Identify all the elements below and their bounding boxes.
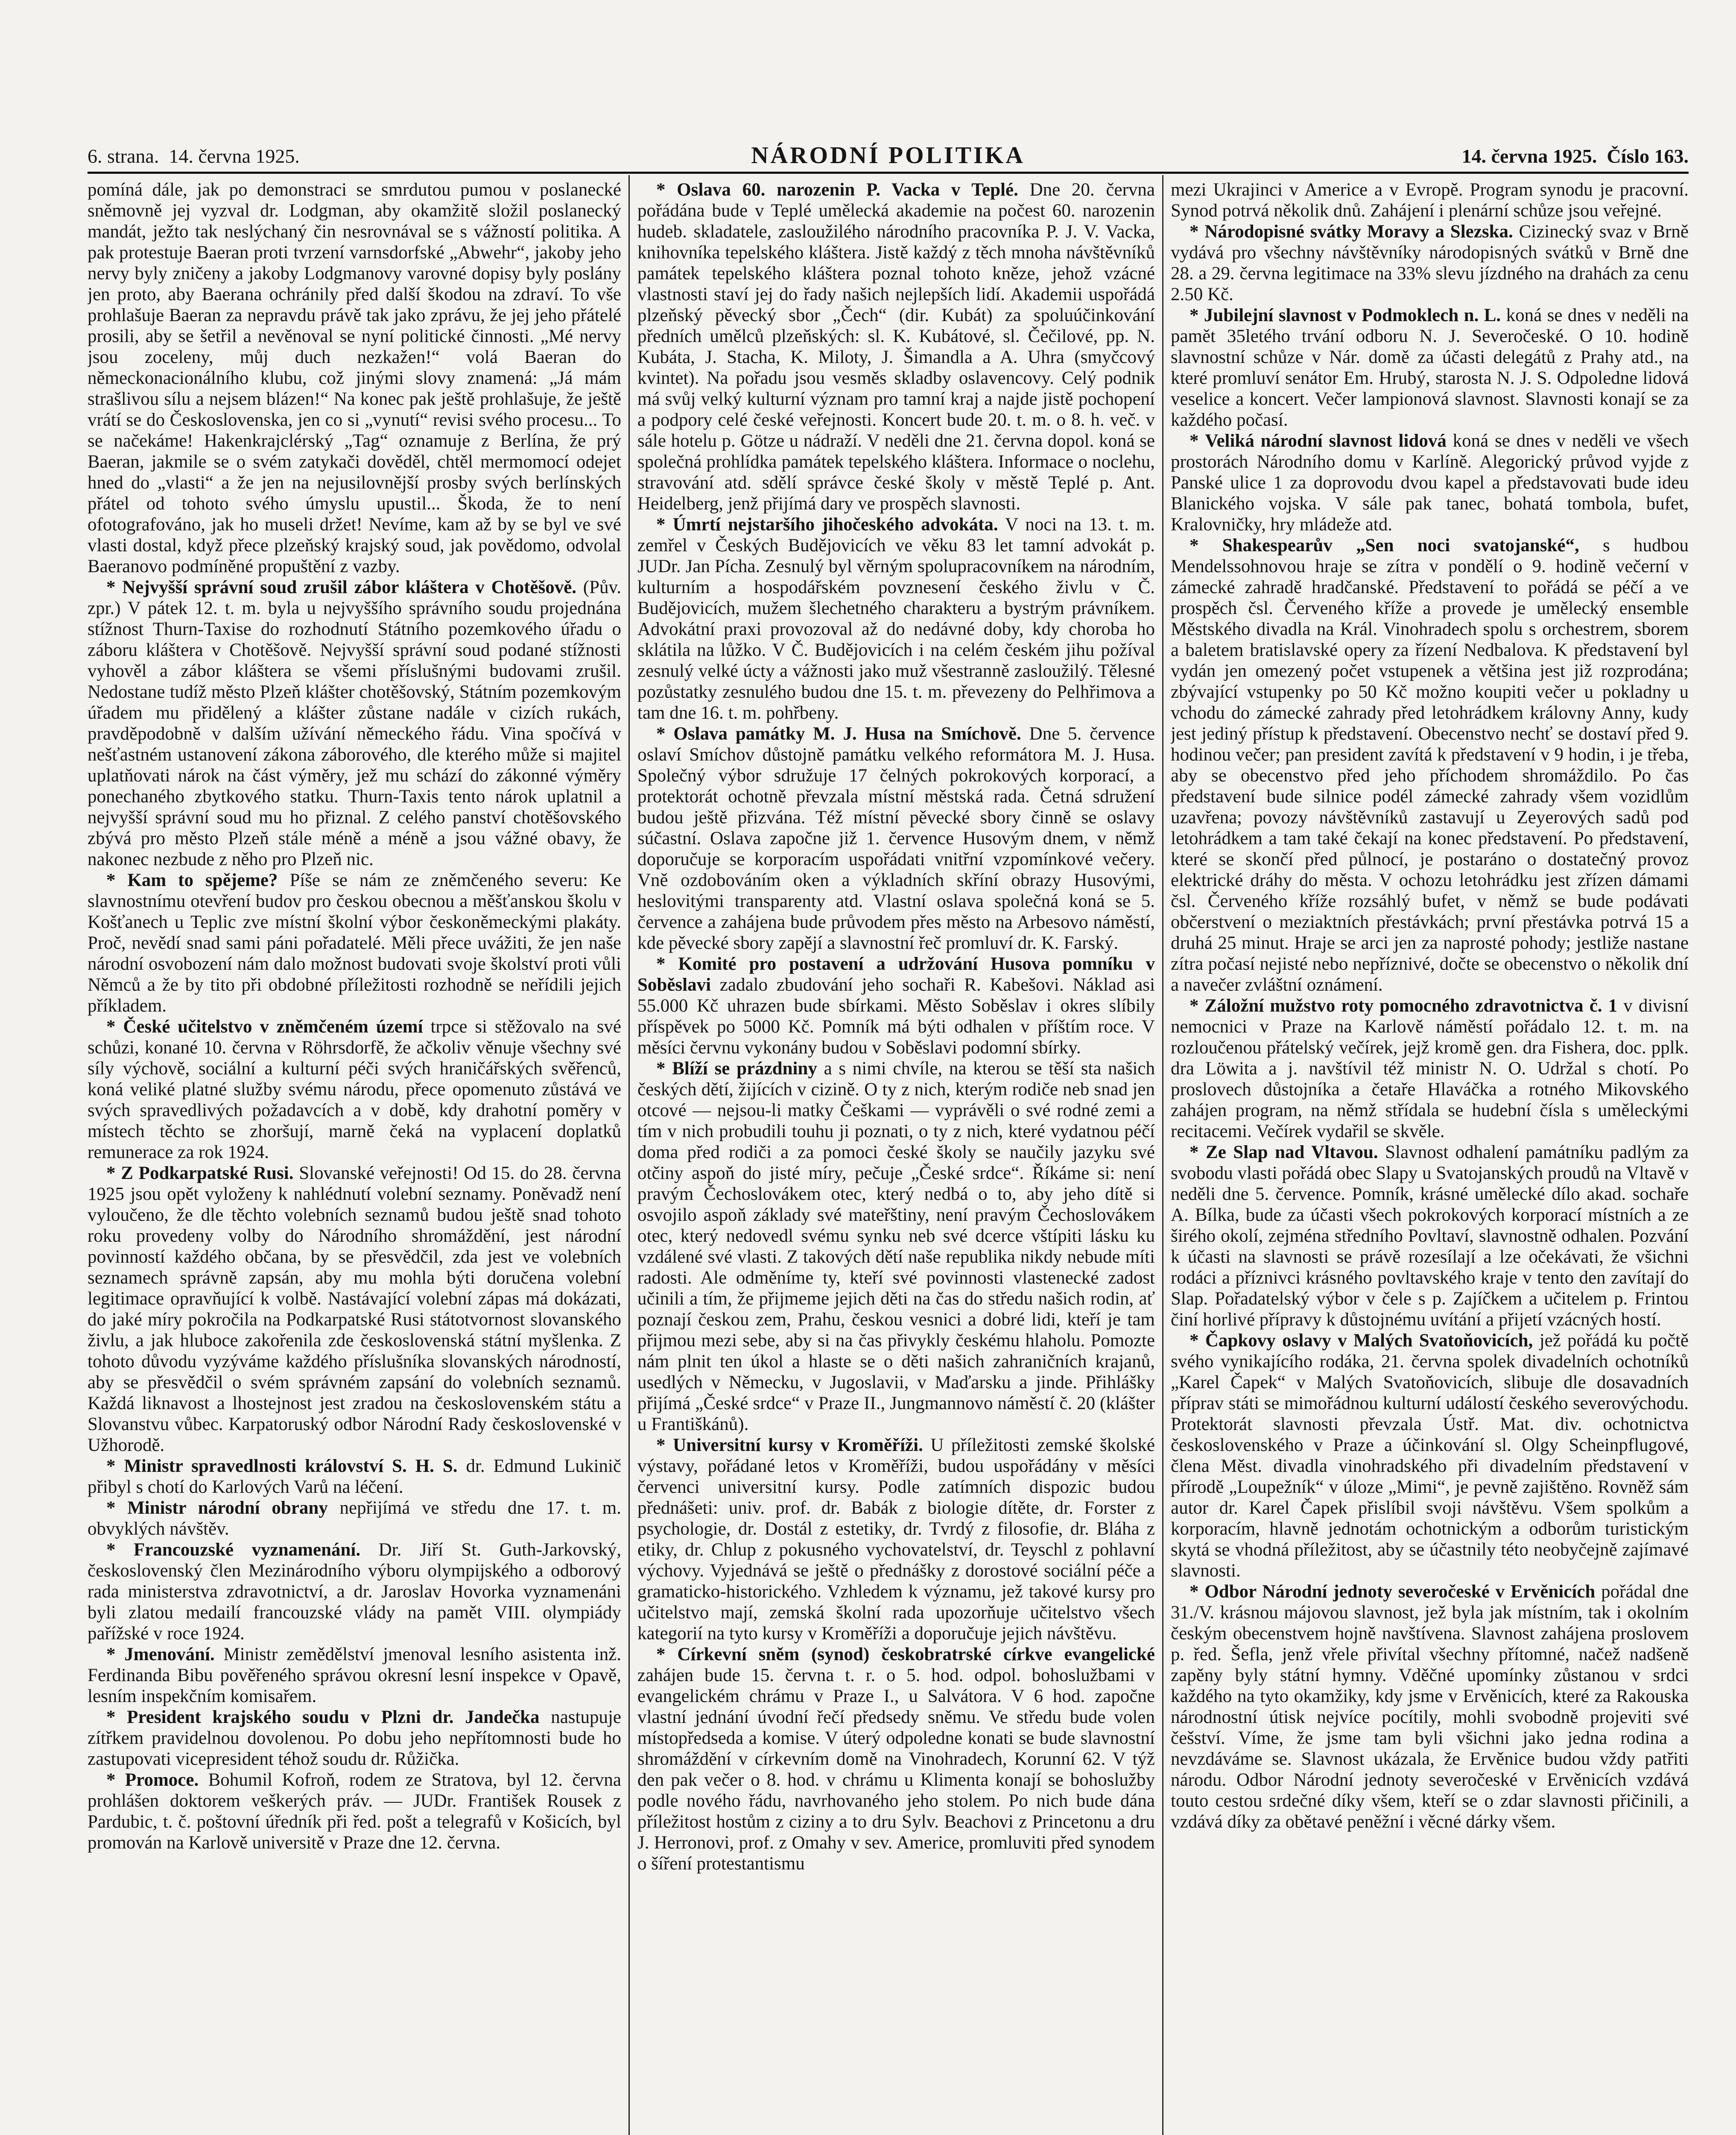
article xyxy=(637,1435,1155,1644)
article xyxy=(88,1497,621,1539)
article-marker: * xyxy=(656,515,666,535)
column-rule-2 xyxy=(1162,175,1163,2135)
article xyxy=(88,1707,621,1769)
header-rule xyxy=(88,172,1689,174)
article-text: U příležitosti zemské školské výstavy, pořádané letos v Kroměříži, budou uspořádány v měsíci červenci universitní kursy. Podle zatímních dispozic budou přednášeti: univ. prof. dr. Babák z biologie dítěte, dr. Forster z psychologie, dr. Dostál z estetiky, dr. Tvrdý z filosofie, dr. Bláha z etiky, dr. Chlup z pokusného vychovatelství, dr. Teyschl z pohlavní výchovy. Vyjednává se ještě o přednášky z dorostové sociální péče a gramaticko-historického. Vzhledem k významu, jež takové kursy pro učitelstvo mají, zemská školní rada upozorňuje učitelstvo všech kategorií na tyto kursy v Kroměříži a doporučuje jejich návštěvu. xyxy=(637,1435,1155,1644)
article-heading: Shakespearův „Sen noci svatojanské“, xyxy=(1222,535,1579,556)
article-text: Bohumil Kofroň, rodem ze Stratova, byl 12. června prohlášen doktorem veškerých práv. — JUDr. František Rousek z Pardubic, t. č. poštovní úředník při řed. pošt a telegrafů v Košicích, byl promován na Karlově universitě v Praze dne 12. června. xyxy=(88,1770,621,1853)
article-heading: Církevní sněm (synod) českobratrské církve evangelické xyxy=(677,1644,1155,1664)
column-3 xyxy=(1171,179,1689,2135)
article-marker: * xyxy=(1189,305,1199,325)
article xyxy=(1171,305,1689,430)
article xyxy=(1171,535,1689,995)
article xyxy=(88,577,621,870)
article-marker: * xyxy=(656,180,666,200)
article-heading: Oslava památky M. J. Husa na Smíchově. xyxy=(673,724,1021,744)
article-marker: * xyxy=(106,1707,116,1727)
article-marker: * xyxy=(106,1498,116,1518)
article xyxy=(637,1644,1155,1874)
page-header xyxy=(88,135,1689,171)
article-heading: President krajského soudu v Plzni dr. Jandečka xyxy=(127,1707,540,1727)
article-text: Dne 20. června pořádána bude v Teplé umělecká akademie na počest 60. narozenin hudeb. skladatele, zasloužilého národního pracovníka P. J. V. Vacka, knihovníka tepelského kláštera. Jistě každý z těch mnoha návštěvníků památek tepelského kláštera poznal tohoto kněze, jehož vzácné vlastnosti staví jej do řady našich nejlepších lidí. Akademii uspořádá plzeňský pěvecký sbor „Čech“ (dir. Kubát) za spoluúčinkování předních umělců plzeňských: sl. K. Kubátové, sl. Čečilové, pp. N. Kubáta, J. Stacha, K. Miloty, J. Šimandla a A. Uhra (smyčcový kvintet). Na pořadu jsou vesměs skladby oslavencovy. Celý podnik má svůj velký kulturní význam pro tamní kraj a najde jistě pochopení a podpory celé české veřejnosti. Koncert bude 20. t. m. o 8. h. več. v sále hotelu p. Götze u nádraží. V neděli dne 21. června dopol. koná se společná prohlídka památek tepelského kláštera. Informace o noclehu, stravování atd. sdělí správce české školy v městě Teplé p. Ant. Heidelberg, jenž přijímá dary ve prospěch slavnosti. xyxy=(637,180,1155,514)
article xyxy=(1171,221,1689,305)
article-marker: * xyxy=(106,1017,116,1037)
article-marker: * xyxy=(1189,431,1199,451)
article-text: dr. Edmund Lukinič přibyl s chotí do Karlových Varů na léčení. xyxy=(88,1456,621,1497)
article-text: pomíná dále, jak po demonstraci se smrdutou pumou v poslanecké sněmovně jej vyzval dr. Lodgman, aby okamžitě složil poslanecký mandát, ježto tak neslýchaný čin nesrovnával se s vážností politika. A pak protestuje Baeran proti tvrzení varnsdorfské „Abwehr“, jakoby jeho nervy byly zničeny a jakoby Lodgmanovy varovné dopisy byly poslány jen proto, aby Baerana ochránily před další škodou na zdraví. To vše prohlašuje Baeran za nepravdu právě tak jako zprávu, že jej jeho přátelé prosili, aby se šetřil a nevěnoval se nyní politické činnosti. „Mé nervy jsou zoceleny, můj duch nezkažen!“ volá Baeran do německonacionálního klubu, což jinými slovy znamená: „Já mám strašlivou sílu a nejsem blázen!“ Na konec pak ještě prohlašuje, že ještě vrátí se do Československa, jen co si „vynutí“ revisi svého procesu... To se načekáme! Hakenkrajclérský „Tag“ oznamuje z Berlína, že prý Baeran, jakmile se o svém zatykači dověděl, chtěl mermomocí odejet hned do „vlasti“ a že jen na nejusilovnější prosby svých berlínských přátel od tohoto svého úmyslu upustil... Škoda, že to není ofotografováno, jak ho museli držet! Nevíme, kam až by se byl ve své vlasti dostal, když přece plzeňský krajský soud, jak povědomo, odvolal Baeranovo podmíněné propuštění z vazby. xyxy=(88,180,621,576)
article-heading: Odbor Národní jednoty severočeské v Ervěnicích xyxy=(1204,1582,1596,1602)
masthead-title: NÁRODNÍ POLITIKA xyxy=(751,142,1025,169)
column-2 xyxy=(637,179,1155,2135)
article-text: jež pořádá ku počtě svého vynikajícího rodáka, 21. června spolek divadelních ochotníků „Karel Čapek“ v Malých Svatoňovicích, slibuje dle dosavadních příprav státi se mimořádnou kulturní událostí českého severovýchodu. Protektorát slavnosti převzala Ústř. Mat. div. ochotnictva československého v Praze a účinkování sl. Olgy Scheinpflugové, člena Měst. divadla vinohradského při divadelním představení v přírodě „Loupežník“ v úloze „Mimi“, je pevně zajištěno. Rovněž sám autor dr. Karel Čapek přislíbil svoji návštěvu. Všem spolkům a korporacím, hlavně jednotám ochotnickým a odborům turistickým skytá se vhodná příležitost, aby se účastnily této neobyčejně zajímavé slavnosti. xyxy=(1171,1331,1689,1581)
issue-date-and-number: 14. června 1925. Číslo 163. xyxy=(1461,145,1689,167)
article-marker: * xyxy=(656,724,666,744)
article-heading: Čapkovy oslavy v Malých Svatoňovicích, xyxy=(1205,1331,1533,1351)
article xyxy=(88,1644,621,1707)
article-heading: Ministr spravedlnosti království S. H. S. xyxy=(124,1456,458,1476)
article-text: Cizinecký svaz v Brně vydává pro všechny návštěvníky národopisných svátků v Brně dne 28. a 29. června legitimace na 33% slevu jízdného na drahách za cenu 2.50 Kč. xyxy=(1171,222,1689,304)
article xyxy=(1171,1142,1689,1330)
article-heading: Promoce. xyxy=(125,1770,199,1790)
column-1 xyxy=(88,179,621,2135)
article-heading: Úmrtí nejstaršího jihočeského advokáta. xyxy=(672,515,998,535)
article-marker: * xyxy=(656,1644,666,1664)
article xyxy=(637,1058,1155,1435)
article-text: (Pův. zpr.) V pátek 12. t. m. byla u nejvyššího správního soudu projednána stížnost Thurn-Taxise do rozhodnutí Státního pozemkového úřadu o záboru kláštera v Chotěšově. Nejvyšší správní soud podané stížnosti vyhověl a zábor kláštera se všemi příslušnými budovami zrušil. Nedostane tudíž město Plzeň klášter chotěšovský, Státním pozemkovým úřadem mu přidělený a klášter zůstane nadále v cizích rukách, pravděpodobně v dalším užívání německého řádu. Vina spočívá v nešťastném ustanovení zákona záborového, dle kterého může si majitel uplatňovati nárok na část výměry, jež mu schází do zákonné výměry ponechaného zbytkového statku. Thurn-Taxis tento nárok uplatnil a nejvyšší správní soud mu ho přiznal. Z celého panství chotěšovského zbývá pro město Plzeň stále méně a méně a jsou vážné obavy, že nakonec nezbude z něho pro Plzeň nic. xyxy=(88,577,621,869)
article-marker: * xyxy=(1189,1331,1199,1351)
article xyxy=(637,179,1155,514)
article xyxy=(1171,1330,1689,1581)
article-heading: Jubilejní slavnost v Podmoklech n. L. xyxy=(1204,305,1501,325)
article-marker: * xyxy=(656,1435,666,1455)
article-heading: Z Podkarpatské Rusi. xyxy=(121,1163,294,1183)
article-text: trpce si stěžovalo na své schůzi, konané 10. června v Röhrsdorfě, že ačkoliv věnuje všechny své síly výchově, sociální a kulturní péči svých hraničářských svěřenců, koná veliké platné služby svému národu, přece opomenuto zůstává ve svých spravedlivých požadavcích a v době, kdy drahotní poměry v místech těchto se zhoršují, marně čeká na vyplacení doplatků remunerace za rok 1924. xyxy=(88,1017,621,1162)
article-heading: Francouzské vyznamenání. xyxy=(134,1540,361,1560)
article-marker: * xyxy=(106,577,116,597)
article-heading: Komité pro postavení a udržování Husova pomníku v Soběslavi xyxy=(637,954,1155,995)
article xyxy=(88,870,621,1016)
article-continuation xyxy=(1171,179,1689,221)
article xyxy=(1171,995,1689,1142)
article-text: Ministr zemědělství jmenoval lesního asistenta inž. Ferdinanda Bibu pověřeného správou okresní lesní inspekce v Opavě, lesním inspekčním komisařem. xyxy=(88,1644,621,1706)
article-marker: * xyxy=(106,1540,116,1560)
article-heading: Záložní mužstvo roty pomocného zdravotnictva č. 1 xyxy=(1204,996,1618,1016)
article xyxy=(88,1016,621,1163)
article-heading: Veliká národní slavnost lidová xyxy=(1205,431,1447,451)
article-text: zahájen bude 15. června t. r. o 5. hod. odpol. bohoslužbami v evangelickém chrámu v Praze I., u Salvátora. V 6 hod. započne vlastní jednání úvodní řečí předsedy sněmu. Ve středu bude volen místopředseda a komise. V úterý odpoledne konati se bude slavnostní shromáždění v církevním domě na Vinohradech, Korunní 62. V týž den pak večer o 8. hod. v chrámu u Klimenta konají se bohoslužby podle nového řádu, navrhovaného jeho stolem. Po nich bude dána příležitost hostům z ciziny a to dru Sylv. Beachovi z Princetonu a dru J. Herronovi, prof. z Omahy v sev. Americe, promluviti před synodem o šíření protestantismu xyxy=(637,1665,1155,1874)
article-text: V noci na 13. t. m. zemřel v Českých Budějovicích ve věku 83 let tamní advokát p. JUDr. Jan Pícha. Zesnulý byl věrným spolupracovníkem na národním, kulturním a hospodářském povznesení českého živlu v Č. Budějovicích, mužem šlechetného charakteru a bystrým právníkem. Advokátní praxi provozoval až do nedávné doby, kdy choroba ho sklátila na lůžko. V Č. Budějovicích i na celém českém jihu požíval zesnulý velké úcty a vážnosti jako muž všestranně zasloužilý. Tělesné pozůstatky zesnulého budou dne 15. t. m. převezeny do Pelhřimova a tam dne 16. t. m. pohřbeny. xyxy=(637,515,1155,723)
article-heading: Nejvyšší správní soud zrušil zábor kláštera v Chotěšově. xyxy=(122,577,577,597)
article-marker: * xyxy=(1189,1142,1199,1162)
article-text: Dne 5. července oslaví Smíchov důstojně památku velkého reformátora M. J. Husa. Společný výbor sdružuje 17 čelných pokrokových korporací, a protektorát ochotně převzala místní městská rada. Četná sdružení budou ještě přizvána. Též místní pěvecké sbory činně se oslavy súčastní. Oslava započne již 1. července Husovým dnem, v němž doporučuje se korporacím uspořádati vnitřní vzpomínkové večery. Vně ozdobováním oken a výkladních skříní obrazy Husovými, heslovitými transparenty atd. Vlastní oslava společná koná se 5. července a zahájena bude průvodem přes město na Arbesovo náměstí, kde pěvecké sbory zapějí a slavnostní řeč promluví dr. K. Farský. xyxy=(637,724,1155,953)
article-heading: České učitelstvo v zněmčeném území xyxy=(123,1017,423,1037)
article-text: Slavnost odhalení památníku padlým za svobodu vlasti pořádá obec Slapy u Svatojanských proudů na Vltavě v neděli dne 5. července. Pomník, krásné umělecké dílo akad. sochaře A. Bílka, bude za účasti všech pokrokových korporací místních a ze širého okolí, zejména středního Povltaví, slavnostně odhalen. Pozvání k účasti na slavnosti se právě rozesílají a lze očekávati, že všichni rodáci a příznivci krásného povltavského kraje v tento den zavítají do Slap. Pořadatelský výbor v čele s p. Zajíčkem a učitelem p. Frintou činí horlivé přípravy k důstojnému uvítání a přijetí vzácných hostí. xyxy=(1171,1142,1689,1330)
article xyxy=(1171,1581,1689,1832)
article-text: zadalo zbudování jeho sochaři R. Kabešovi. Náklad asi 55.000 Kč uhrazen bude sbírkami. Město Soběslav i okres slíbily příspěvek po 5000 Kč. Pomník má býti odhalen v příštím roce. V měsíci červnu vykonány budou v Soběslavi podomní sbírky. xyxy=(637,975,1155,1058)
article-marker: * xyxy=(106,870,116,890)
article-heading: Ministr národní obrany xyxy=(127,1498,328,1518)
article-heading: Blíží se prázdniny xyxy=(672,1059,817,1079)
article xyxy=(637,723,1155,953)
article-marker: * xyxy=(656,1059,666,1079)
article-text: Dr. Jiří St. Guth-Jarkovský, československý člen Mezinárodního výboru olympijského a odborový rada ministerstva zdravotnictví, a dr. Jaroslav Hovorka vyznamenáni byli zlatou medailí francouzské vlády na pamět VIII. olympiády pařížské v roce 1924. xyxy=(88,1540,621,1644)
article-heading: Universitní kursy v Kroměříži. xyxy=(673,1435,923,1455)
article-text: pořádal dne 31./V. krásnou májovou slavnost, jež byla jak místním, tak i okolním českým obecenstvem hojně navštívena. Slavnost zahájena proslovem p. řed. Šefla, jenž vřele přivítal všechny přítomné, načež nadšeně zapěny byly státní hymny. Vděčné upomínky zůstanou v srdci každého na tyto okamžiky, kdy jsme v Ervěnicích, které za Rakouska národnostní útisk nejvíce pocítily, mohli svobodně projeviti své češství. Víme, že jsme tam byli všichni jako jedna rodina a nevzdáváme se. Slavnost ukázala, že Ervěnice budou vždy patřiti národu. Odbor Národní jednoty severočeské v Ervěnicích vzdává touto cestou srdečné díky všem, kteří se o zdar slavnosti přičinili, a vzdává díky za obětavé peněžní i věcné dárky všem. xyxy=(1171,1582,1689,1832)
article xyxy=(637,953,1155,1058)
article-heading: Oslava 60. narozenin P. Vacka v Teplé. xyxy=(677,180,1018,200)
article-text: a s nimi chvíle, na kterou se těší sta našich českých dětí, žijících v cizině. O ty z nich, kterým rodiče neb snad jen otcové — nejsou-li matky Češkami — vyprávěli o své rodné zemi a tím v nich probudili touhu ji poznati, o ty z nich, které vydatnou péčí doma před rodiči a za pomoci české školy se naučily jazyku své otčiny aspoň do jisté míry, pečuje „České srdce“. Říkáme si: není pravým Čechoslovákem otec, který nedbá o to, aby jeho dítě si osvojilo aspoň základy své mateřštiny, není pravým Čechoslovákem otec, který nedovedl svému synku neb své dcerce vštípiti lásku ku vzdálené své vlasti. Z takových dětí naše republika nikdy nebude míti radosti. Ale odměníme ty, kteří své povinnosti vlastenecké zadost učinili a tím, že přijmeme jejich děti na čas do středu našich rodin, ať poznají českou zem, Prahu, českou vesnici a dobré lidi, kteří je tam přijmou mezi sebe, aby si na čas přivykly českému hlaholu. Pomozte nám plnit ten úkol a hlaste se o děti našich zahraničních krajanů, usedlých v Německu, v Jugoslavii, v Maďarsku a jinde. Přihlášky přijímá „České srdce“ v Praze II., Jungmannovo náměstí č. 20 (klášter u Františkánů). xyxy=(637,1059,1155,1434)
article-marker: * xyxy=(106,1456,116,1476)
article-heading: Ze Slap nad Vltavou. xyxy=(1206,1142,1378,1162)
article-heading: Národopisné svátky Moravy a Slezska. xyxy=(1204,222,1513,242)
article-marker: * xyxy=(1189,996,1199,1016)
article-text: nastupuje zítřkem pravidelnou dovolenou. Po dobu jeho nepřítomnosti bude ho zastupovati vicepresident téhož soudu dr. Růžička. xyxy=(88,1707,621,1769)
article-heading: Jmenování. xyxy=(124,1644,215,1664)
article xyxy=(88,1163,621,1456)
article-text: koná se dnes v neděli ve všech prostorách Národního domu v Karlíně. Alegorický průvod vyjde z Panské ulice 1 za doprovodu dvou kapel a představovati bude ideu Blanického vojska. V sále pak tanec, bohatá tombola, bufet, Kralovničky, hry mládeže atd. xyxy=(1171,431,1689,535)
article-marker: * xyxy=(106,1644,116,1664)
article-continuation xyxy=(88,179,621,577)
page-number-and-date: 6. strana. 14. června 1925. xyxy=(88,145,300,167)
article-marker: * xyxy=(1189,222,1199,242)
article xyxy=(88,1456,621,1497)
article-text: mezi Ukrajinci v Americe a v Evropě. Program synodu je pracovní. Synod potrvá několik dnů. Zahájení i plenární schůze jsou veřejné. xyxy=(1171,180,1689,221)
article-marker: * xyxy=(106,1770,116,1790)
article xyxy=(1171,430,1689,535)
article-text: Píše se nám ze zněmčeného severu: Ke slavnostnímu otevření budov pro českou obecnou a měšťanskou školu v Košťanech u Teplic zve místní školní výbor českoněmeckými plakáty. Proč, nevědí snad sami páni pořadatelé. Měli přece uvážiti, že jen naše národní osvobození nám dalo možnost budovati svoje školství proti vůli Němců a že by tito při obdobné příležitosti rozhodně se neřídili jejich příkladem. xyxy=(88,870,621,1016)
article xyxy=(637,514,1155,723)
article xyxy=(88,1769,621,1853)
column-rule-1 xyxy=(628,175,630,2135)
article-text: nepřijímá ve středu dne 17. t. m. obvyklých návštěv. xyxy=(88,1498,621,1539)
article xyxy=(88,1539,621,1644)
article-text: koná se dnes v neděli na pamět 35letého trvání odboru N. J. Severočeské. O 10. hodině slavnostní schůze v Nár. domě za účasti delegátů z Prahy atd., na které promluví senátor Em. Hrubý, starosta N. J. S. Odpoledne lidová veselice a koncert. Večer lampionová slavnost. Slavnosti konají se za každého počasí. xyxy=(1171,305,1689,430)
article-text: Slovanské veřejnosti! Od 15. do 28. června 1925 jsou opět vyloženy k nahlédnutí volební seznamy. Poněvadž není vyloučeno, že dle těchto volebních seznamů budou ještě snad tohoto roku provedeny volby do Národního shromáždění, jest národní povinností každého občana, by se přesvědčil, zda jest ve volebních seznamech správně zapsán, aby mu mohla býti doručena volební legitimace opravňující k volbě. Nastávající volební zápas má dokázati, do jaké míry pokročila na Podkarpatské Rusi státotvornost slovanského živlu, a jak hluboce zakořenila zde československá státní myšlenka. Z tohoto důvodu vyzýváme každého příslušníka slovanských národností, aby se přesvědčil o svém správném zapsání do volebních seznamů. Každá liknavost a lhostejnost jest zradou na československém státu a Slovanstvu vůbec. Karpatoruský odbor Národní Rady československé v Užhorodě. xyxy=(88,1163,621,1455)
article-marker: * xyxy=(656,954,666,974)
article-text: s hudbou Mendelssohnovou hraje se zítra v pondělí o 9. hodině večerní v zámecké zahradě hradčanské. Představení to pořádá se péčí a ve prospěch čsl. Červeného kříže a provede je umělecký ensemble Městského divadla na Král. Vinohradech spolu s orchestrem, sborem a baletem bratislavské opery za řízení Nedbalova. K představení byl vydán jen omezený počet vstupenek a většina jest již rozprodána; zbývající vstupenky po 50 Kč možno koupiti večer u pokladny u vchodu do zámecké zahrady před letohrádkem královny Anny, kudy jest jediný přístup k představení. Obecenstvo nechť se dostaví před 9. hodinou večer; pan president zavítá k představení v 9 hodin, i je třeba, aby se obecenstvo před jeho příchodem shromáždilo. Po čas představení bude silnice podél zámecké zahrady všem vozidlům uzavřena; povozy návštěvníků zastavují u Zeyerových sadů pod letohrádkem a tam také čekají na konec představení. Po představení, které se skončí před půlnocí, je postaráno o dostatečný provoz elektrické dráhy do města. V ochozu letohrádku jest zřízen dámami čsl. Červeného kříže rozsáhlý bufet, v němž se bude podávati občerstvení o meziaktních přestávkách; první přestávka potrvá 15 a druhá 25 minut. Hraje se arci jen za naprosté pohody; jestliže nastane zítra počasí nejisté nebo nepříznivé, dočte se obecenstvo o několik dní a navečer zvláštní oznámení. xyxy=(1171,535,1689,995)
article-text: v divisní nemocnici v Praze na Karlově náměstí pořádalo 12. t. m. na rozloučenou přátelský večírek, jejž kromě gen. dra Fishera, doc. pplk. dra Löwita a j. navštívil též ministr N. O. Udržal s chotí. Po proslovech důstojníka a četaře Hlaváčka a rotného Mikovského zahájen program, na němž střídala se hudební čísla s uměleckými recitacemi. Večírek vydařil se skvěle. xyxy=(1171,996,1689,1141)
article-marker: * xyxy=(106,1163,116,1183)
article-marker: * xyxy=(1189,535,1199,556)
article-marker: * xyxy=(1189,1582,1199,1602)
article-heading: Kam to spějeme? xyxy=(127,870,278,890)
